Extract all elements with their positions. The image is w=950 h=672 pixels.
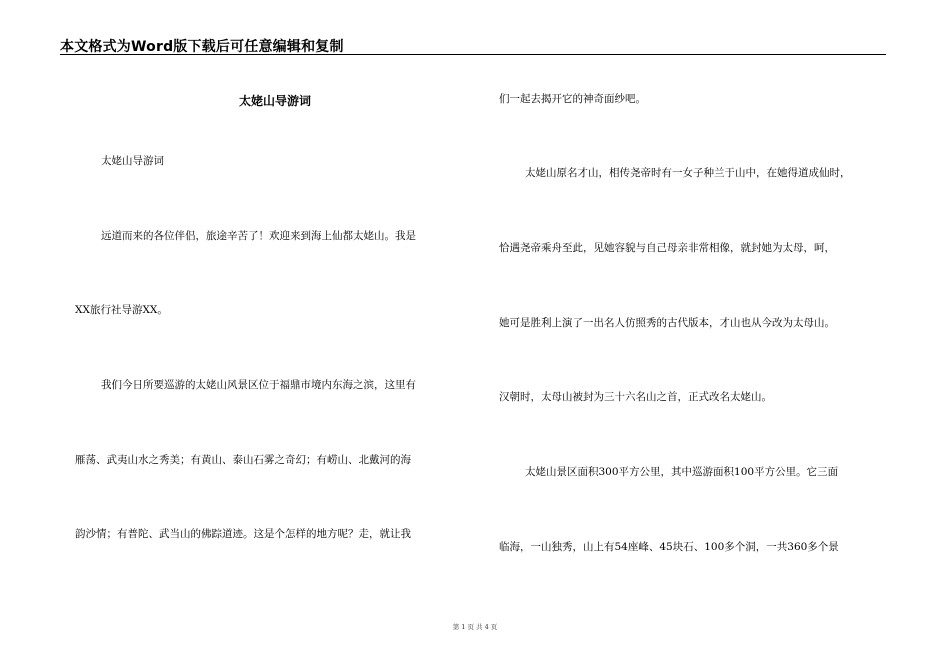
paragraph-line: 太姥山原名才山，相传尧帝时有一女子种兰于山中，在她得道成仙时， <box>525 167 851 179</box>
paragraph-line: 我们今日所要巡游的太姥山风景区位于福鼎市境内东海之滨，这里有 <box>101 379 416 391</box>
download-banner: 本文格式为Word版下载后可任意编辑和复制 <box>60 39 344 55</box>
paragraph-line: 汉朝时，太母山被封为三十六名山之首，正式改名太姥山。 <box>499 391 772 403</box>
header-rule <box>60 54 886 55</box>
paragraph-line: XX旅行社导游XX。 <box>75 304 168 316</box>
paragraph-line: 临海，一山独秀，山上有54座峰、45块石、100多个洞，一共360多个景 <box>499 541 839 553</box>
paragraph-line: 太姥山导游词 <box>101 155 164 167</box>
paragraph-line: 雁荡、武夷山水之秀美；有黄山、泰山石雾之奇幻；有崂山、北戴河的海 <box>75 454 411 466</box>
document-title: 太姥山导游词 <box>238 94 311 108</box>
paragraph-line: 们一起去揭开它的神奇面纱吧。 <box>499 93 646 105</box>
paragraph-line: 她可是胜利上演了一出名人仿照秀的古代版本，才山也从今改为太母山。 <box>499 317 835 329</box>
paragraph-line: 远道而来的各位伴侣，旅途辛苦了！欢迎来到海上仙都太姥山。我是 <box>101 230 416 242</box>
paragraph-line: 恰遇尧帝乘舟至此，见她容貌与自己母亲非常相像，就封她为太母，呵， <box>499 242 835 254</box>
paragraph-line: 韵沙情；有普陀、武当山的佛踪道迹。这是个怎样的地方呢？走，就让我 <box>75 528 411 540</box>
page-number: 第 1 页 共 4 页 <box>452 623 498 631</box>
paragraph-line: 太姥山景区面积300平方公里，其中巡游面积100平方公里。它三面 <box>525 466 839 478</box>
